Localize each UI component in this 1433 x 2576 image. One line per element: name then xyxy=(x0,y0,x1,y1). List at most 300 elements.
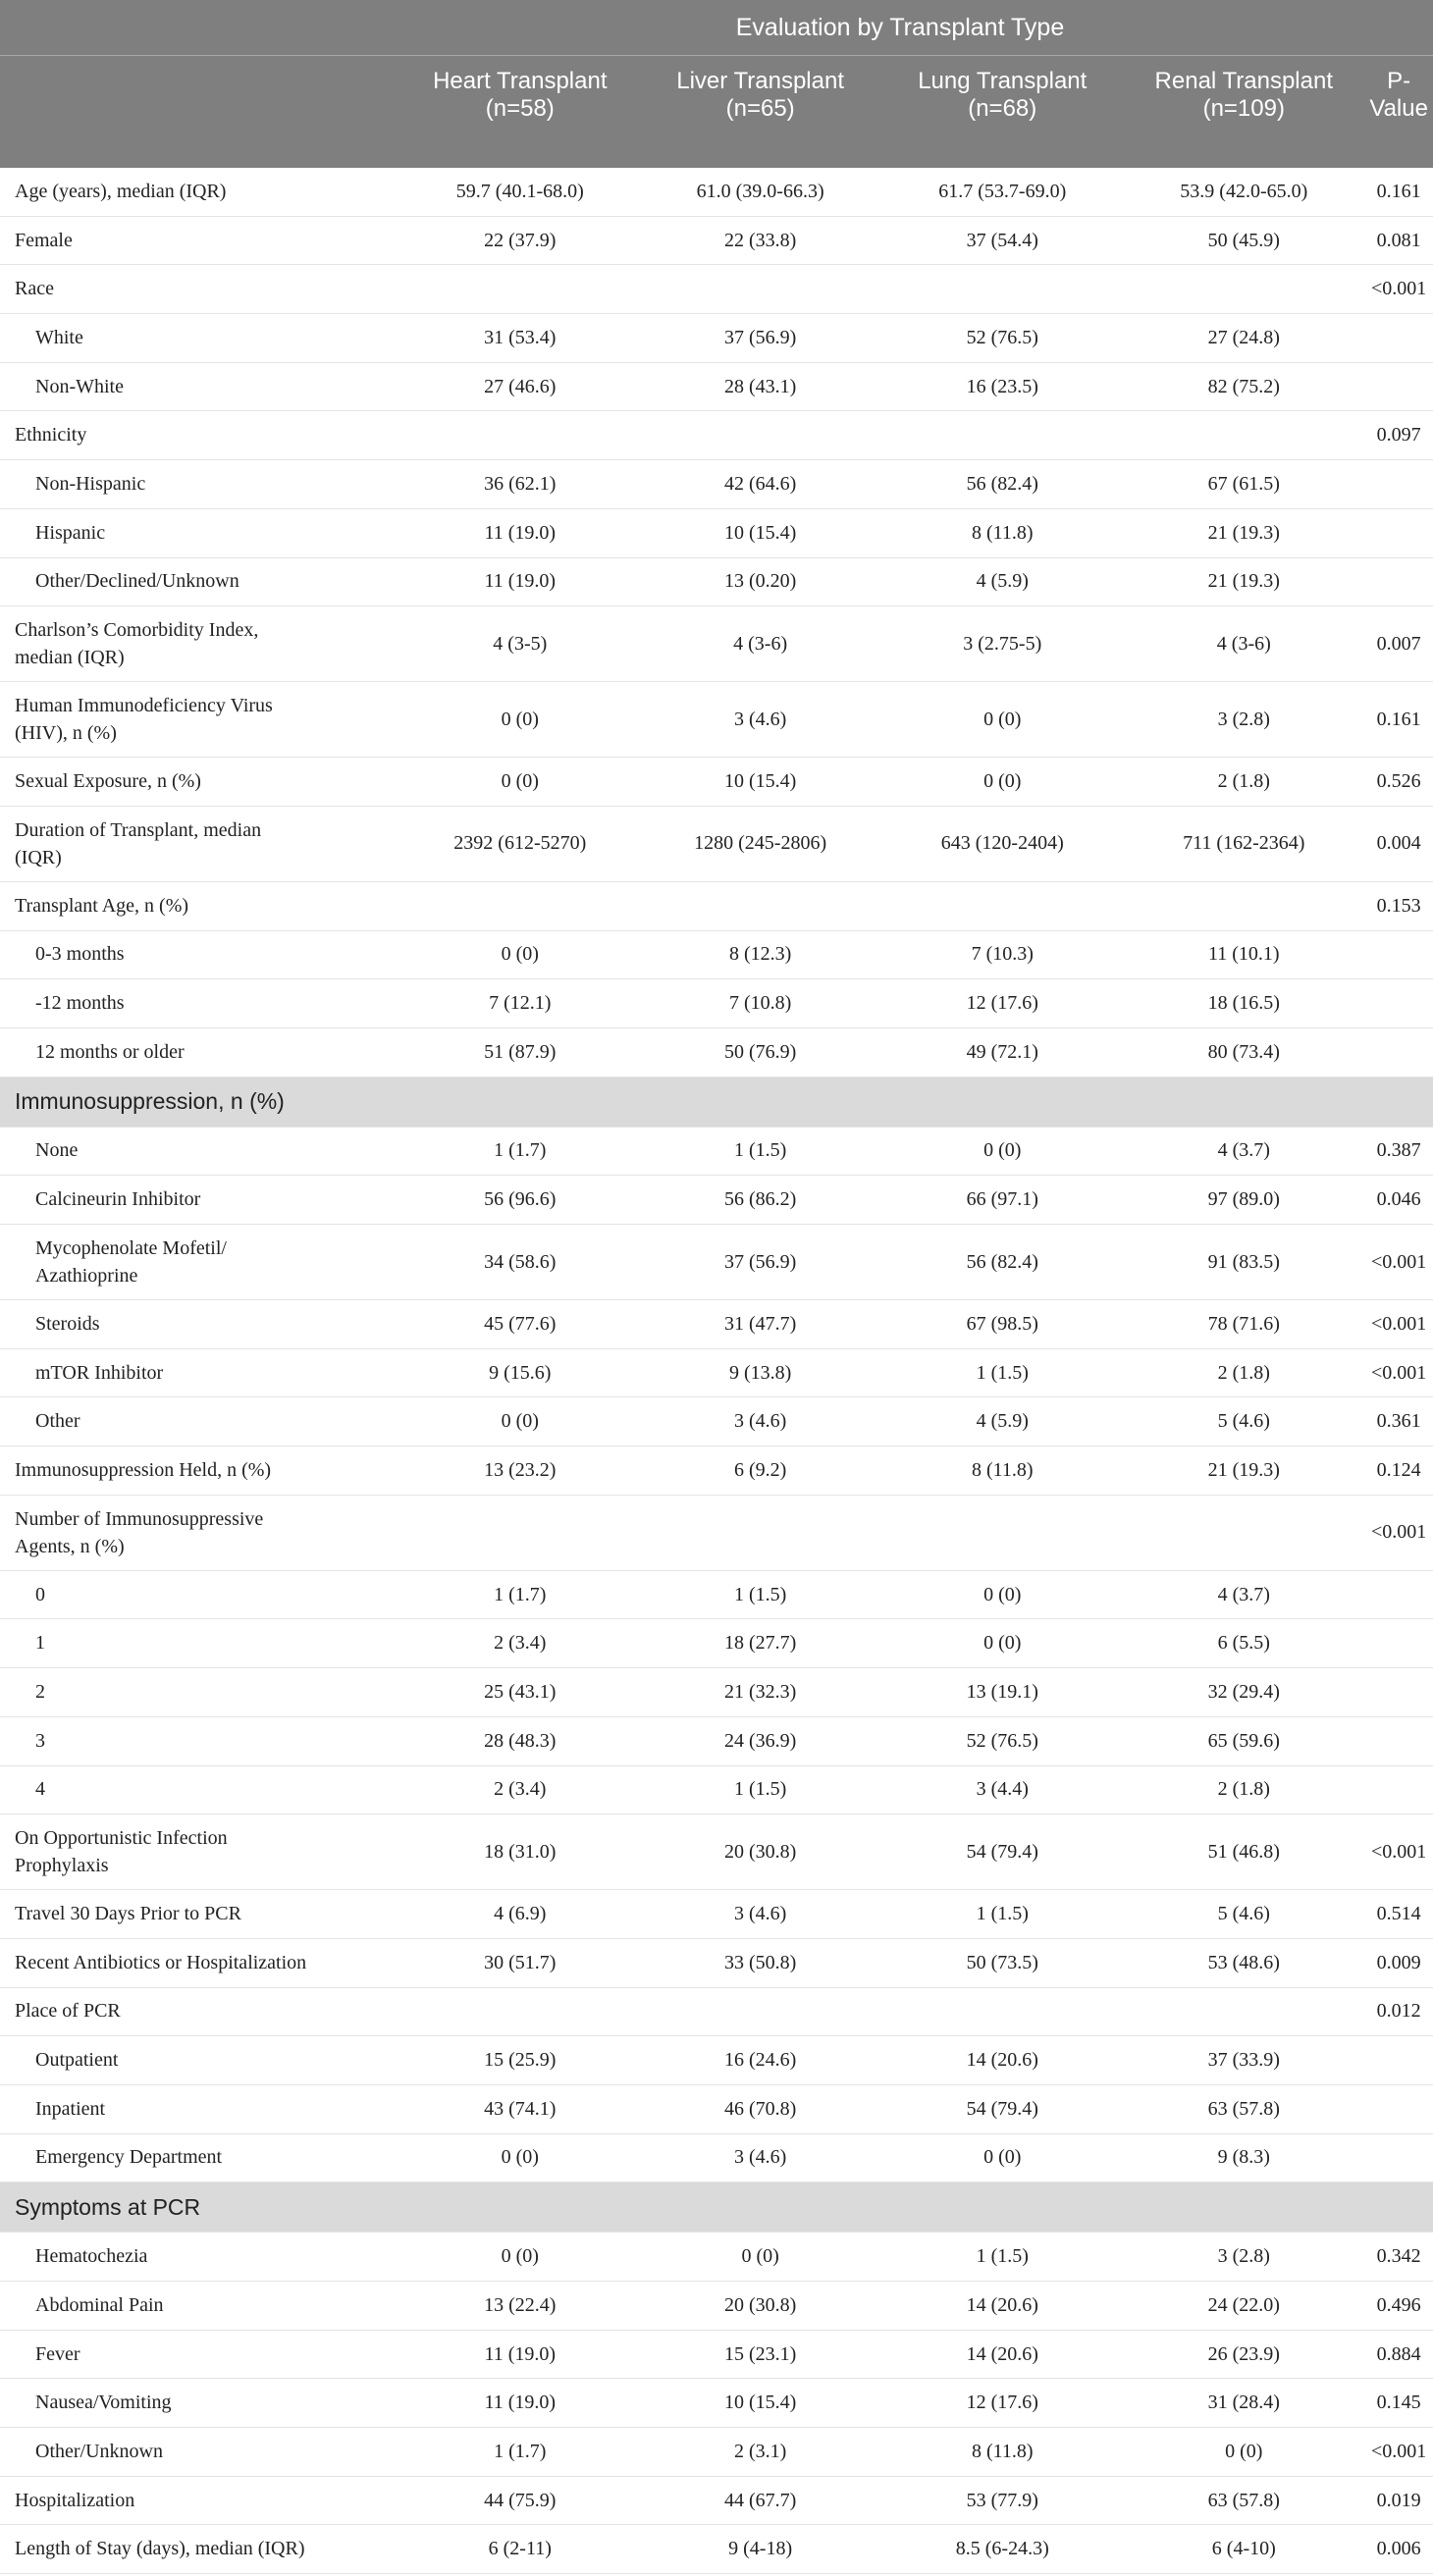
row-label-line: Human Immunodeficiency Virus xyxy=(15,695,273,717)
row-label xyxy=(0,606,401,682)
table-row xyxy=(0,1814,1433,1890)
table-cell: 4 (3.7) xyxy=(1123,1570,1364,1619)
table-cell: 78 (71.6) xyxy=(1123,1300,1364,1349)
table-cell: 21 (19.3) xyxy=(1123,557,1364,606)
table-cell: 18 (16.5) xyxy=(1123,979,1364,1028)
row-label-line: (IQR) xyxy=(15,846,62,868)
table-cell: 82 (75.2) xyxy=(1123,362,1364,411)
p-value-cell: 0.884 xyxy=(1364,2330,1433,2379)
table-cell xyxy=(401,881,640,930)
table-row xyxy=(0,2036,1433,2085)
column-header-line: Liver Transplant xyxy=(676,68,845,94)
p-value-cell: 0.361 xyxy=(1364,1397,1433,1446)
column-header-line: Renal Transplant xyxy=(1154,68,1333,94)
table-row xyxy=(0,2282,1433,2331)
row-label-line: Transplant Age, n (%) xyxy=(15,894,189,917)
row-label xyxy=(0,314,401,363)
table-row xyxy=(0,1987,1433,2036)
p-value-cell: 0.161 xyxy=(1364,168,1433,217)
row-label-line: Other xyxy=(35,1410,80,1433)
table-cell: 63 (57.8) xyxy=(1123,2084,1364,2133)
p-value-cell xyxy=(1364,1716,1433,1765)
table-cell: 6 (9.2) xyxy=(639,1446,881,1496)
table-row xyxy=(0,1938,1433,1987)
p-value-cell xyxy=(1364,2084,1433,2133)
table-cell: 2392 (612-5270) xyxy=(401,806,640,881)
table-row xyxy=(0,1495,1433,1570)
table-row xyxy=(0,1890,1433,1939)
p-value-cell: 0.153 xyxy=(1364,881,1433,930)
table-cell xyxy=(401,265,640,314)
table-row xyxy=(0,682,1433,758)
row-label xyxy=(0,1668,401,1717)
table-cell: 49 (72.1) xyxy=(881,1027,1123,1077)
row-label-line: White xyxy=(35,326,83,348)
table-row xyxy=(0,2379,1433,2428)
table-cell: 0 (0) xyxy=(881,682,1123,758)
table-cell: 27 (46.6) xyxy=(401,362,640,411)
row-label-line: 1 xyxy=(35,1632,45,1655)
row-label-line: Female xyxy=(15,229,73,251)
p-value-cell: <0.001 xyxy=(1364,1814,1433,1890)
table-cell: 8.5 (6-24.3) xyxy=(881,2525,1123,2574)
table-cell: 25 (43.1) xyxy=(401,1668,640,1717)
table-row xyxy=(0,2525,1433,2574)
table-cell: 37 (54.4) xyxy=(881,216,1123,265)
table-cell: 0 (0) xyxy=(881,2133,1123,2182)
table-cell: 32 (29.4) xyxy=(1123,1668,1364,1717)
table-cell: 18 (27.7) xyxy=(639,1619,881,1668)
row-label-line: 12 months or older xyxy=(35,1040,185,1063)
row-label-line: Mycophenolate Mofetil/ xyxy=(35,1237,227,1259)
column-header-line: Heart Transplant xyxy=(433,68,608,94)
table-cell: 3 (2.8) xyxy=(1123,2233,1364,2282)
table-cell: 8 (11.8) xyxy=(881,2428,1123,2477)
row-label xyxy=(0,2379,401,2428)
table-cell: 63 (57.8) xyxy=(1123,2476,1364,2525)
table-cell: 4 (3.7) xyxy=(1123,1127,1364,1176)
table-cell: 8 (12.3) xyxy=(639,930,881,979)
row-label xyxy=(0,682,401,758)
table-row xyxy=(0,1027,1433,1077)
p-value-cell: 0.145 xyxy=(1364,2379,1433,2428)
table-cell: 33 (50.8) xyxy=(639,1938,881,1987)
table-cell: 11 (19.0) xyxy=(401,2379,640,2428)
table-cell: 14 (20.6) xyxy=(881,2282,1123,2331)
table-cell: 59.7 (40.1-68.0) xyxy=(401,168,640,217)
p-value-cell: <0.001 xyxy=(1364,1300,1433,1349)
table-cell: 8 (11.8) xyxy=(881,1446,1123,1496)
row-label-line: mTOR Inhibitor xyxy=(35,1361,164,1384)
table-cell: 1 (1.7) xyxy=(401,1570,640,1619)
table-row xyxy=(0,1225,1433,1300)
row-label-line: Other/Declined/Unknown xyxy=(35,570,239,593)
table-cell: 0 (0) xyxy=(881,1619,1123,1668)
p-value-cell: 0.012 xyxy=(1364,1987,1433,2036)
row-label xyxy=(0,557,401,606)
p-value-cell xyxy=(1364,2036,1433,2085)
p-value-cell: 0.342 xyxy=(1364,2233,1433,2282)
table-row xyxy=(0,1619,1433,1668)
table-cell: 4 (5.9) xyxy=(881,557,1123,606)
table-cell: 56 (86.2) xyxy=(639,1176,881,1225)
p-value-cell: 0.387 xyxy=(1364,1127,1433,1176)
table-cell xyxy=(401,411,640,460)
table-cell: 2 (3.4) xyxy=(401,1619,640,1668)
table-cell: 18 (31.0) xyxy=(401,1814,640,1890)
table-cell xyxy=(639,881,881,930)
row-label-line: Azathioprine xyxy=(35,1265,138,1287)
table-cell xyxy=(401,1495,640,1570)
row-label xyxy=(0,758,401,807)
table-cell: 26 (23.9) xyxy=(1123,2330,1364,2379)
p-value-cell: <0.001 xyxy=(1364,2428,1433,2477)
table-cell: 3 (4.6) xyxy=(639,2133,881,2182)
column-header-line: (n=58) xyxy=(485,95,555,122)
table-cell: 15 (23.1) xyxy=(639,2330,881,2379)
p-value-cell: 0.514 xyxy=(1364,1890,1433,1939)
row-label xyxy=(0,1300,401,1349)
table-cell: 21 (19.3) xyxy=(1123,1446,1364,1496)
row-label-line: Outpatient xyxy=(35,2049,119,2072)
row-label xyxy=(0,265,401,314)
table-cell xyxy=(639,411,881,460)
row-label xyxy=(0,1619,401,1668)
table-cell xyxy=(881,881,1123,930)
table-cell: 56 (96.6) xyxy=(401,1176,640,1225)
column-header-renal xyxy=(1123,56,1364,168)
table-row xyxy=(0,314,1433,363)
table-cell: 0 (0) xyxy=(881,758,1123,807)
row-label-line: Prophylaxis xyxy=(15,1855,109,1877)
table-cell: 0 (0) xyxy=(401,758,640,807)
table-cell: 10 (15.4) xyxy=(639,508,881,557)
table-cell: 0 (0) xyxy=(881,1127,1123,1176)
group-header: Evaluation by Transplant Type xyxy=(0,0,1433,56)
row-label-line: 0 xyxy=(35,1583,45,1605)
row-label xyxy=(0,1225,401,1300)
table-cell: 3 (4.4) xyxy=(881,1765,1123,1814)
row-label xyxy=(0,1348,401,1397)
row-label-line: On Opportunistic Infection xyxy=(15,1827,228,1850)
table-cell: 53 (48.6) xyxy=(1123,1938,1364,1987)
column-header-line: (n=68) xyxy=(968,95,1037,122)
section-header: Symptoms at PCR xyxy=(0,2182,1433,2233)
table-cell: 31 (47.7) xyxy=(639,1300,881,1349)
row-label-line: Agents, n (%) xyxy=(15,1535,125,1557)
table-cell: 45 (77.6) xyxy=(401,1300,640,1349)
p-value-cell: <0.001 xyxy=(1364,1348,1433,1397)
table-cell: 53 (77.9) xyxy=(881,2476,1123,2525)
row-label-line: Nausea/Vomiting xyxy=(35,2392,172,2414)
table-cell: 1 (1.7) xyxy=(401,1127,640,1176)
table-cell: 0 (0) xyxy=(639,2233,881,2282)
table-cell: 34 (58.6) xyxy=(401,1225,640,1300)
table-cell: 22 (37.9) xyxy=(401,216,640,265)
p-value-cell xyxy=(1364,930,1433,979)
table-cell: 1 (1.5) xyxy=(881,1890,1123,1939)
row-label-line: Fever xyxy=(35,2342,80,2365)
table-cell: 3 (2.75-5) xyxy=(881,606,1123,682)
row-label xyxy=(0,2428,401,2477)
row-label-line: Emergency Department xyxy=(35,2146,223,2169)
row-label-line: Other/Unknown xyxy=(35,2440,163,2462)
table-cell: 0 (0) xyxy=(401,1397,640,1446)
table-cell: 50 (76.9) xyxy=(639,1027,881,1077)
table-cell: 43 (74.1) xyxy=(401,2084,640,2133)
p-value-cell: 0.161 xyxy=(1364,682,1433,758)
table-row xyxy=(0,460,1433,509)
table-cell: 28 (43.1) xyxy=(639,362,881,411)
table-cell xyxy=(639,1987,881,2036)
table-row xyxy=(0,1300,1433,1349)
table-cell: 53.9 (42.0-65.0) xyxy=(1123,168,1364,217)
column-header-line: Value xyxy=(1369,95,1428,122)
row-label xyxy=(0,216,401,265)
table-cell: 11 (19.0) xyxy=(401,2330,640,2379)
table-cell: 0 (0) xyxy=(401,2233,640,2282)
row-label-line: Duration of Transplant, median xyxy=(15,818,262,841)
row-label xyxy=(0,881,401,930)
table-cell: 4 (5.9) xyxy=(881,1397,1123,1446)
row-label-line: Inpatient xyxy=(35,2097,106,2120)
row-label-line: Non-Hispanic xyxy=(35,472,146,495)
table-cell: 15 (25.9) xyxy=(401,2036,640,2085)
table-header xyxy=(0,0,1433,168)
table-row xyxy=(0,1397,1433,1446)
table-cell: 54 (79.4) xyxy=(881,1814,1123,1890)
p-value-cell: 0.496 xyxy=(1364,2282,1433,2331)
table-cell: 27 (24.8) xyxy=(1123,314,1364,363)
table-cell xyxy=(1123,411,1364,460)
row-label-line: Steroids xyxy=(35,1312,100,1335)
table-cell: 20 (30.8) xyxy=(639,1814,881,1890)
table-cell: 21 (32.3) xyxy=(639,1668,881,1717)
table-cell: 37 (33.9) xyxy=(1123,2036,1364,2085)
table-cell: 37 (56.9) xyxy=(639,1225,881,1300)
row-label-line: Recent Antibiotics or Hospitalization xyxy=(15,1951,307,1973)
table-cell: 7 (10.8) xyxy=(639,979,881,1028)
row-label-line: Abdominal Pain xyxy=(35,2293,164,2316)
row-label-line: Ethnicity xyxy=(15,424,87,447)
section-header-row xyxy=(0,2182,1433,2233)
table-cell: 67 (61.5) xyxy=(1123,460,1364,509)
row-label-line: Length of Stay (days), median (IQR) xyxy=(15,2538,305,2560)
table-row xyxy=(0,930,1433,979)
column-header-heart xyxy=(401,56,640,168)
p-value-cell xyxy=(1364,1570,1433,1619)
table-row xyxy=(0,979,1433,1028)
p-value-cell: 0.006 xyxy=(1364,2525,1433,2574)
table-cell: 9 (8.3) xyxy=(1123,2133,1364,2182)
table-cell: 9 (13.8) xyxy=(639,1348,881,1397)
row-label xyxy=(0,362,401,411)
p-value-cell xyxy=(1364,979,1433,1028)
p-value-cell xyxy=(1364,1027,1433,1077)
table-cell: 0 (0) xyxy=(881,1570,1123,1619)
table-cell: 0 (0) xyxy=(401,930,640,979)
table-cell: 56 (82.4) xyxy=(881,460,1123,509)
row-label xyxy=(0,1938,401,1987)
table-cell: 13 (23.2) xyxy=(401,1446,640,1496)
table-row xyxy=(0,168,1433,217)
p-value-cell: 0.124 xyxy=(1364,1446,1433,1496)
table-cell: 65 (59.6) xyxy=(1123,1716,1364,1765)
row-label-line: median (IQR) xyxy=(15,647,125,669)
table-cell: 37 (56.9) xyxy=(639,314,881,363)
table-row xyxy=(0,265,1433,314)
row-label xyxy=(0,2036,401,2085)
table-cell: 2 (1.8) xyxy=(1123,1765,1364,1814)
table-cell: 56 (82.4) xyxy=(881,1225,1123,1300)
table-cell xyxy=(639,1495,881,1570)
table-cell xyxy=(881,265,1123,314)
row-label-line: Place of PCR xyxy=(15,2000,121,2023)
table-cell: 44 (67.7) xyxy=(639,2476,881,2525)
table-cell: 31 (53.4) xyxy=(401,314,640,363)
table-cell xyxy=(1123,881,1364,930)
table-cell: 9 (4-18) xyxy=(639,2525,881,2574)
table-cell: 44 (75.9) xyxy=(401,2476,640,2525)
table-cell: 4 (3-5) xyxy=(401,606,640,682)
p-value-cell xyxy=(1364,362,1433,411)
table-cell: 0 (0) xyxy=(401,2133,640,2182)
table-cell: 6 (4-10) xyxy=(1123,2525,1364,2574)
column-header-line: Lung Transplant xyxy=(918,68,1088,94)
section-header: Immunosuppression, n (%) xyxy=(0,1077,1433,1127)
table-row xyxy=(0,806,1433,881)
table-cell: 11 (19.0) xyxy=(401,508,640,557)
table-cell: 6 (5.5) xyxy=(1123,1619,1364,1668)
row-label xyxy=(0,1027,401,1077)
table-cell: 711 (162-2364) xyxy=(1123,806,1364,881)
table-row xyxy=(0,758,1433,807)
table-row xyxy=(0,606,1433,682)
table-cell: 13 (19.1) xyxy=(881,1668,1123,1717)
table-cell: 1 (1.5) xyxy=(639,1765,881,1814)
table-cell: 7 (12.1) xyxy=(401,979,640,1028)
table-row xyxy=(0,1570,1433,1619)
table-row xyxy=(0,557,1433,606)
table-cell xyxy=(1123,1495,1364,1570)
p-value-cell: 0.081 xyxy=(1364,216,1433,265)
table-cell: 13 (0.20) xyxy=(639,557,881,606)
table-row xyxy=(0,411,1433,460)
table-row xyxy=(0,2330,1433,2379)
table-row xyxy=(0,362,1433,411)
table-cell: 2 (3.4) xyxy=(401,1765,640,1814)
table-cell: 6 (2-11) xyxy=(401,2525,640,2574)
table-cell: 1 (1.5) xyxy=(881,1348,1123,1397)
table-row xyxy=(0,1668,1433,1717)
table-cell: 52 (76.5) xyxy=(881,314,1123,363)
column-header-line: (n=65) xyxy=(725,95,795,122)
table-cell: 2 (3.1) xyxy=(639,2428,881,2477)
row-label xyxy=(0,1176,401,1225)
table-row xyxy=(0,2476,1433,2525)
row-label xyxy=(0,2476,401,2525)
table-cell: 16 (24.6) xyxy=(639,2036,881,2085)
table-cell: 643 (120-2404) xyxy=(881,806,1123,881)
row-label xyxy=(0,1765,401,1814)
column-header-label xyxy=(0,56,401,168)
table-row xyxy=(0,1176,1433,1225)
table-cell: 52 (76.5) xyxy=(881,1716,1123,1765)
row-label-line: 3 xyxy=(35,1729,45,1752)
row-label-line: Hematochezia xyxy=(35,2245,148,2268)
row-label xyxy=(0,1446,401,1496)
table-cell: 0 (0) xyxy=(401,682,640,758)
table-cell: 66 (97.1) xyxy=(881,1176,1123,1225)
row-label-line: None xyxy=(35,1139,79,1162)
table-cell: 24 (36.9) xyxy=(639,1716,881,1765)
group-header-row xyxy=(0,0,1433,56)
table-cell: 3 (4.6) xyxy=(639,682,881,758)
row-label xyxy=(0,806,401,881)
table-cell: 0 (0) xyxy=(1123,2428,1364,2477)
table-cell: 51 (46.8) xyxy=(1123,1814,1364,1890)
p-value-cell xyxy=(1364,1619,1433,1668)
section-header-row xyxy=(0,1077,1433,1127)
table-cell xyxy=(881,411,1123,460)
table-cell: 10 (15.4) xyxy=(639,2379,881,2428)
row-label xyxy=(0,508,401,557)
table-row xyxy=(0,508,1433,557)
table-cell xyxy=(1123,265,1364,314)
row-label xyxy=(0,2084,401,2133)
table-cell: 24 (22.0) xyxy=(1123,2282,1364,2331)
row-label xyxy=(0,168,401,217)
table-cell: 2 (1.8) xyxy=(1123,758,1364,807)
table-cell: 54 (79.4) xyxy=(881,2084,1123,2133)
row-label xyxy=(0,1127,401,1176)
row-label xyxy=(0,2282,401,2331)
table-row xyxy=(0,2084,1433,2133)
row-label-line: Age (years), median (IQR) xyxy=(15,180,227,202)
row-label-line: 4 xyxy=(35,1778,45,1801)
table-cell: 1 (1.5) xyxy=(639,1127,881,1176)
column-header-lung xyxy=(881,56,1123,168)
table-cell: 61.0 (39.0-66.3) xyxy=(639,168,881,217)
table-row xyxy=(0,881,1433,930)
table-row xyxy=(0,2233,1433,2282)
table-cell: 46 (70.8) xyxy=(639,2084,881,2133)
row-label xyxy=(0,460,401,509)
p-value-cell: 0.009 xyxy=(1364,1938,1433,1987)
row-label xyxy=(0,1890,401,1939)
row-label xyxy=(0,930,401,979)
table-row xyxy=(0,216,1433,265)
row-label-line: Race xyxy=(15,278,54,300)
row-label xyxy=(0,2330,401,2379)
row-label-line: (HIV), n (%) xyxy=(15,722,117,745)
p-value-cell: <0.001 xyxy=(1364,1225,1433,1300)
table-cell: 2 (1.8) xyxy=(1123,1348,1364,1397)
row-label-line: Sexual Exposure, n (%) xyxy=(15,770,201,793)
table-cell: 50 (45.9) xyxy=(1123,216,1364,265)
row-label xyxy=(0,979,401,1028)
column-header-line: P- xyxy=(1387,68,1411,94)
row-label xyxy=(0,1814,401,1890)
table-cell: 3 (4.6) xyxy=(639,1890,881,1939)
row-label xyxy=(0,1495,401,1570)
p-value-cell: <0.001 xyxy=(1364,1495,1433,1570)
table-cell xyxy=(881,1495,1123,1570)
table-cell: 5 (4.6) xyxy=(1123,1890,1364,1939)
table-cell: 31 (28.4) xyxy=(1123,2379,1364,2428)
row-label-line: Number of Immunosuppressive xyxy=(15,1507,264,1530)
table-cell: 10 (15.4) xyxy=(639,758,881,807)
